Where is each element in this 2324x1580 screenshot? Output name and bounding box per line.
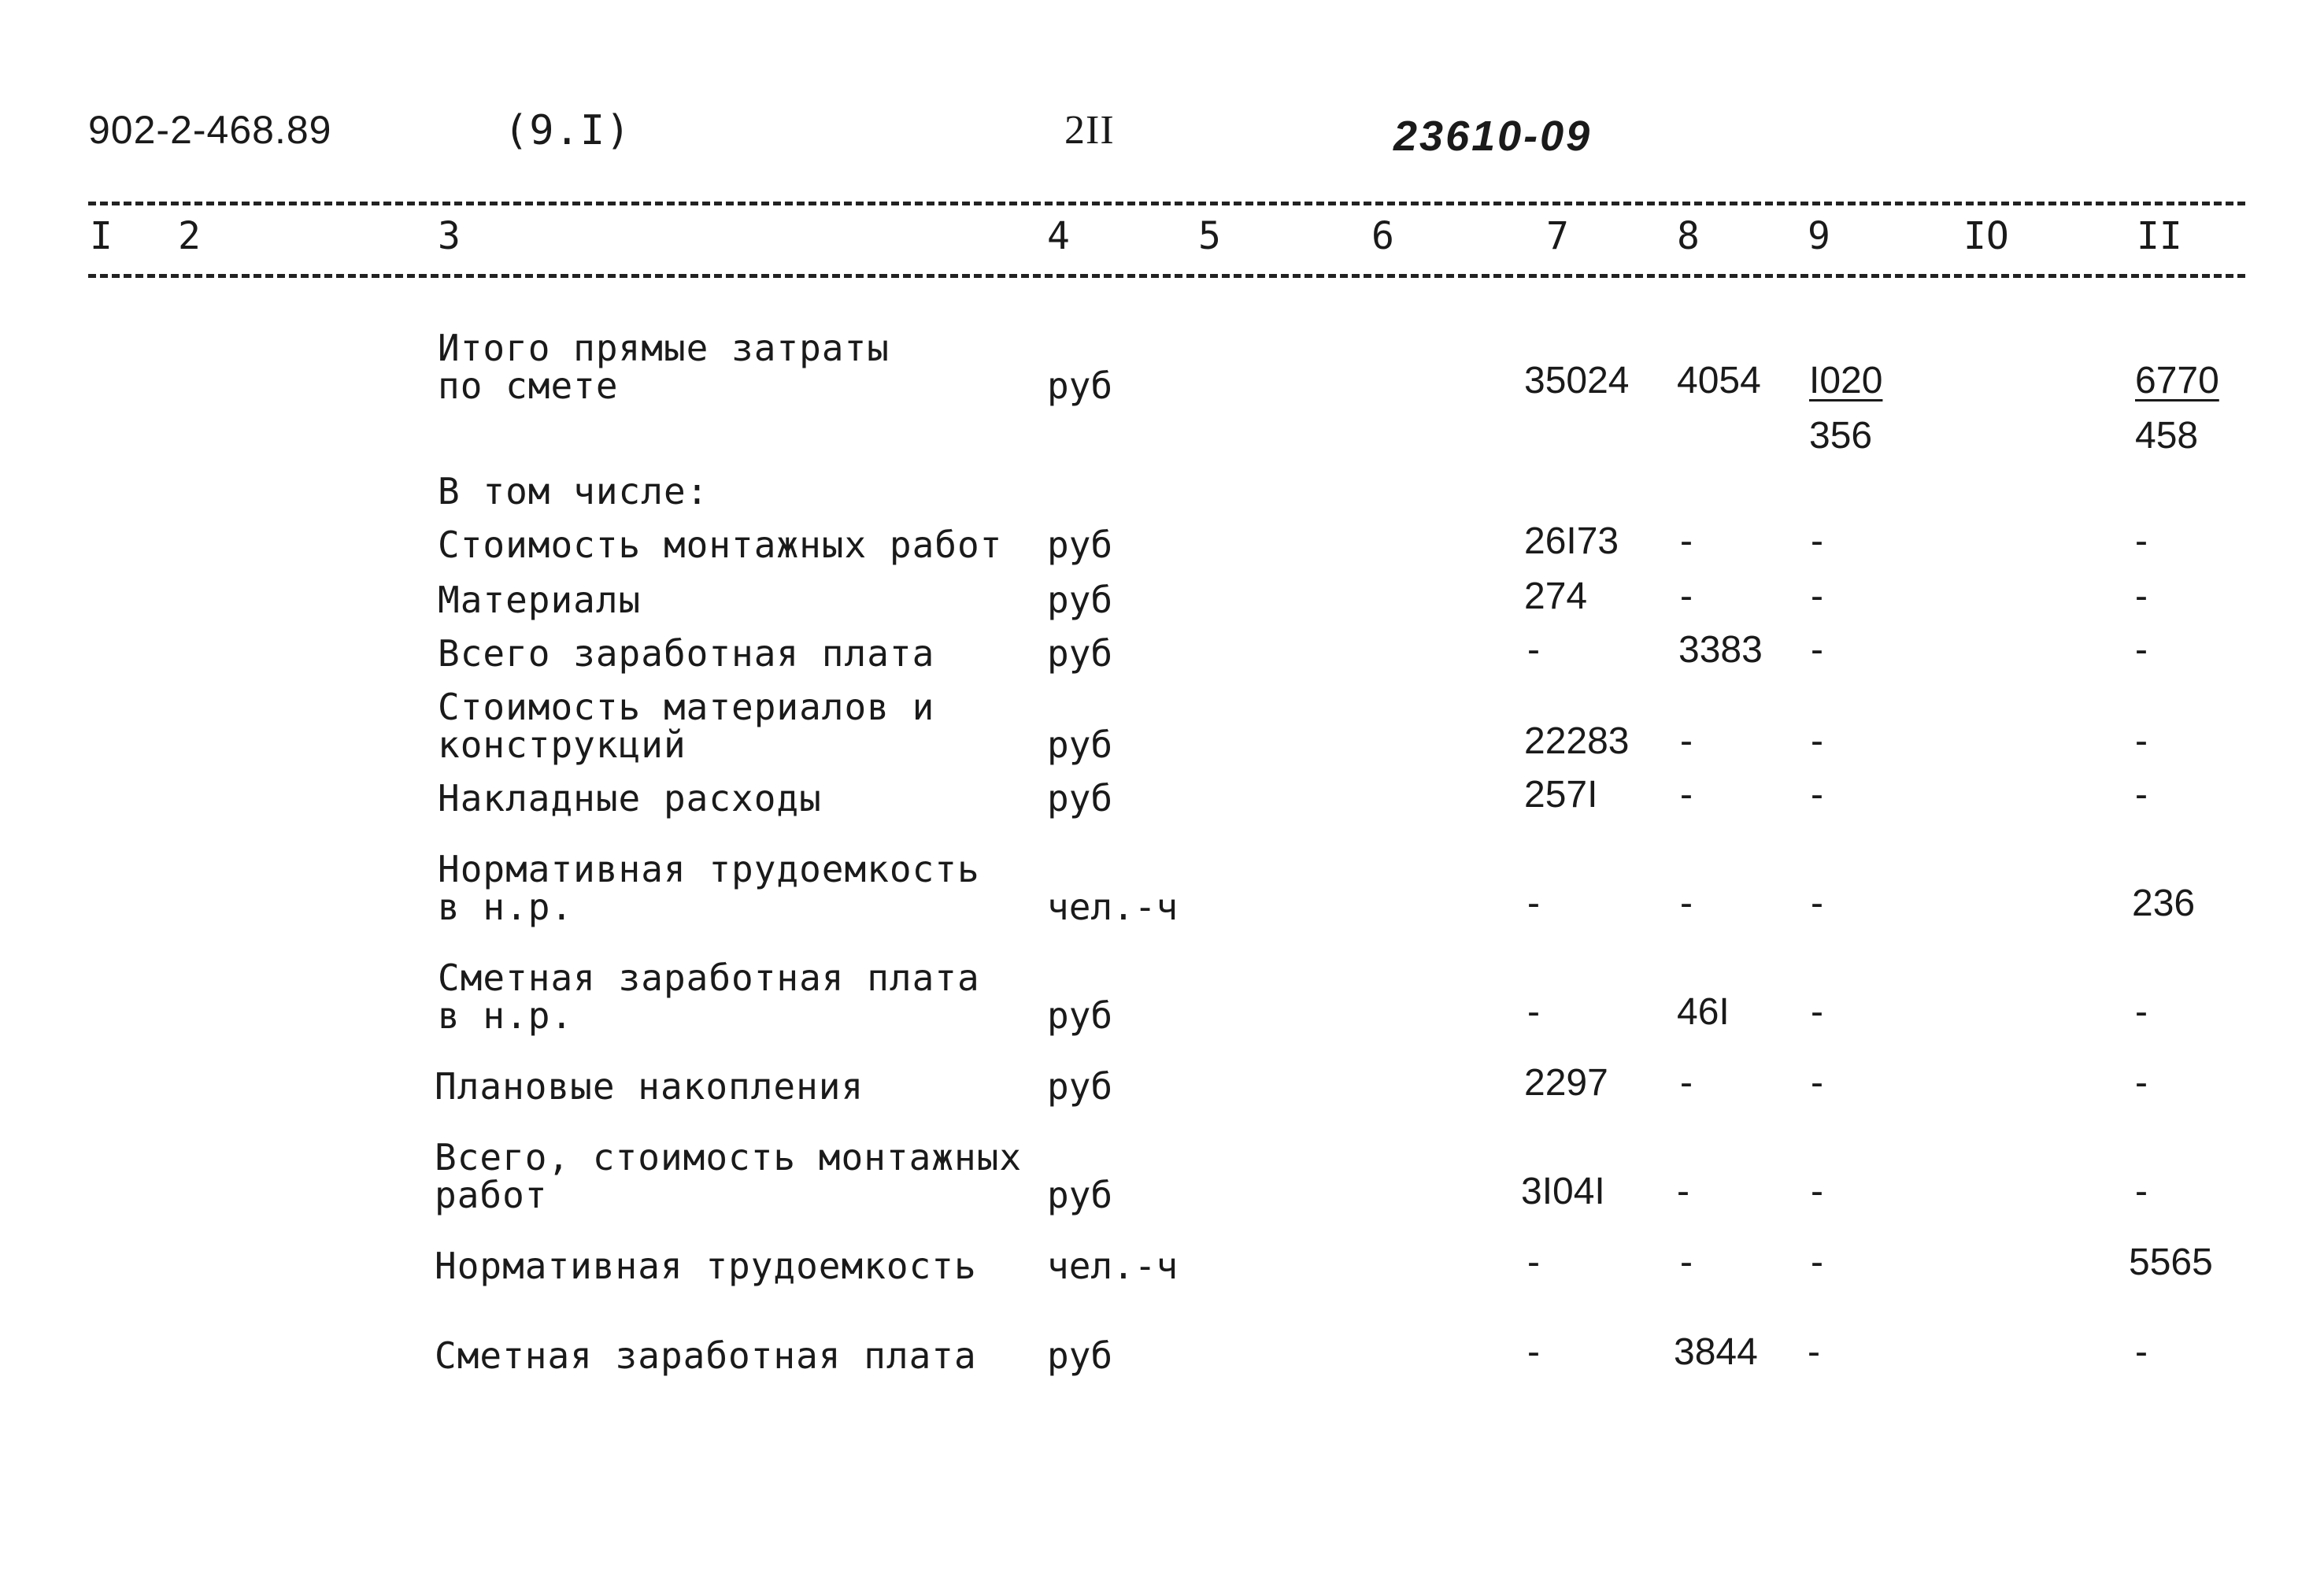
row-c11-estimated-wages: - bbox=[2135, 1331, 2148, 1373]
row-c11-materials-structures: - bbox=[2135, 720, 2148, 762]
row-c7-total-installation-cost: 3I04I bbox=[1521, 1171, 1605, 1212]
document-stamp: 23610-09 bbox=[1393, 113, 1593, 160]
row-c11-overhead: - bbox=[2135, 774, 2148, 816]
row-c7-total-direct: 35024 bbox=[1524, 360, 1630, 401]
row-unit-total-direct: руб bbox=[1047, 364, 1113, 407]
row-c7-overhead: 257I bbox=[1524, 774, 1598, 816]
row-c7-installation-cost: 26I73 bbox=[1524, 520, 1619, 562]
row-c7-estimated-wages: - bbox=[1527, 1331, 1540, 1373]
row-label-estimated-wages-overhead: Сметная заработная плата в н.р. bbox=[438, 957, 980, 1037]
row-unit-labor-intensity: чел.-ч bbox=[1047, 1245, 1179, 1287]
row-c9-installation-cost: - bbox=[1811, 520, 1823, 562]
row-c9-materials-structures: - bbox=[1811, 720, 1823, 762]
row-unit-overhead: руб bbox=[1047, 777, 1113, 820]
row-c8-total-wages: 3383 bbox=[1678, 629, 1763, 671]
row-c7-materials: 274 bbox=[1524, 575, 1588, 617]
row-c9-estimated-wages: - bbox=[1808, 1331, 1820, 1373]
column-number-7: 7 bbox=[1546, 214, 1569, 258]
column-number-8: 8 bbox=[1677, 214, 1700, 258]
row-c7-total-wages: - bbox=[1527, 629, 1540, 671]
row-unit-estimated-wages-overhead: руб bbox=[1047, 994, 1113, 1037]
row-c9-labor-intensity-overhead: - bbox=[1811, 883, 1823, 924]
row-label-labor-intensity-overhead: Нормативная трудоемкость в н.р. bbox=[438, 848, 980, 928]
row-c9-materials: - bbox=[1811, 575, 1823, 617]
column-number-9: 9 bbox=[1808, 214, 1830, 258]
row-c8-materials-structures: - bbox=[1680, 720, 1693, 762]
row-c11-sub-total-direct: 458 bbox=[2135, 415, 2199, 457]
row-c11-materials: - bbox=[2135, 575, 2148, 617]
row-label-overhead: Накладные расходы bbox=[438, 777, 822, 820]
row-label-including: В том числе: bbox=[438, 470, 709, 512]
row-unit-materials: руб bbox=[1047, 579, 1113, 621]
column-number-2: 2 bbox=[178, 214, 201, 258]
header-rule-top bbox=[88, 202, 2245, 205]
row-c8-estimated-wages-overhead: 46I bbox=[1677, 991, 1730, 1033]
row-c7-estimated-wages-overhead: - bbox=[1527, 991, 1540, 1033]
row-c11-installation-cost: - bbox=[2135, 520, 2148, 562]
column-number-3: 3 bbox=[438, 214, 461, 258]
row-c11-planned-savings: - bbox=[2135, 1062, 2148, 1104]
row-c11-labor-intensity: 5565 bbox=[2129, 1241, 2213, 1283]
row-c9-planned-savings: - bbox=[1811, 1062, 1823, 1104]
section-number: (9.I) bbox=[504, 107, 631, 154]
row-label-total-direct: Итого прямые затраты по смете bbox=[438, 327, 890, 407]
row-c8-estimated-wages: 3844 bbox=[1674, 1331, 1758, 1373]
row-c8-total-installation-cost: - bbox=[1677, 1171, 1689, 1212]
column-number-4: 4 bbox=[1047, 214, 1070, 258]
row-c8-total-direct: 4054 bbox=[1677, 360, 1761, 401]
row-c9-labor-intensity: - bbox=[1811, 1241, 1823, 1283]
row-label-materials: Материалы bbox=[438, 579, 642, 621]
row-c11-total-direct: 6770 bbox=[2135, 360, 2219, 401]
page-number: 2II bbox=[1064, 108, 1115, 153]
row-c8-overhead: - bbox=[1680, 774, 1693, 816]
row-c9-total-direct: I020 bbox=[1809, 360, 1883, 401]
row-label-materials-structures: Стоимость материалов и конструкций bbox=[438, 686, 935, 766]
row-unit-total-installation-cost: руб bbox=[1047, 1174, 1113, 1216]
row-c7-planned-savings: 2297 bbox=[1524, 1062, 1608, 1104]
row-c7-labor-intensity-overhead: - bbox=[1527, 883, 1540, 924]
column-number-6: 6 bbox=[1371, 214, 1394, 258]
row-label-planned-savings: Плановые накопления bbox=[435, 1065, 864, 1108]
row-c9-overhead: - bbox=[1811, 774, 1823, 816]
row-unit-materials-structures: руб bbox=[1047, 723, 1113, 766]
row-c8-installation-cost: - bbox=[1680, 520, 1693, 562]
row-label-labor-intensity: Нормативная трудоемкость bbox=[435, 1245, 977, 1287]
row-c8-labor-intensity-overhead: - bbox=[1680, 883, 1693, 924]
row-c9-total-installation-cost: - bbox=[1811, 1171, 1823, 1212]
row-c7-materials-structures: 22283 bbox=[1524, 720, 1630, 762]
column-number-11: II bbox=[2137, 214, 2182, 258]
row-unit-estimated-wages: руб bbox=[1047, 1334, 1113, 1377]
document-code: 902-2-468.89 bbox=[88, 108, 332, 152]
column-number-5: 5 bbox=[1198, 214, 1221, 258]
row-label-total-installation-cost: Всего, стоимость монтажных работ bbox=[435, 1136, 1023, 1216]
row-c8-planned-savings: - bbox=[1680, 1062, 1693, 1104]
row-c8-materials: - bbox=[1680, 575, 1693, 617]
row-c11-labor-intensity-overhead: 236 bbox=[2132, 883, 2196, 924]
row-unit-total-wages: руб bbox=[1047, 632, 1113, 675]
row-unit-installation-cost: руб bbox=[1047, 524, 1113, 566]
row-c11-total-wages: - bbox=[2135, 629, 2148, 671]
row-label-installation-cost: Стоимость монтажных работ bbox=[438, 524, 1003, 566]
row-c8-labor-intensity: - bbox=[1680, 1241, 1693, 1283]
row-c11-estimated-wages-overhead: - bbox=[2135, 991, 2148, 1033]
column-number-1: I bbox=[90, 214, 113, 258]
row-c7-labor-intensity: - bbox=[1527, 1241, 1540, 1283]
row-unit-labor-intensity-overhead: чел.-ч bbox=[1047, 886, 1179, 928]
row-c9-sub-total-direct: 356 bbox=[1809, 415, 1873, 457]
row-c9-total-wages: - bbox=[1811, 629, 1823, 671]
row-unit-planned-savings: руб bbox=[1047, 1065, 1113, 1108]
header-rule-bottom bbox=[88, 274, 2245, 278]
row-c11-total-installation-cost: - bbox=[2135, 1171, 2148, 1212]
column-number-10: IO bbox=[1963, 214, 2009, 258]
row-label-estimated-wages: Сметная заработная плата bbox=[435, 1334, 977, 1377]
row-c9-estimated-wages-overhead: - bbox=[1811, 991, 1823, 1033]
row-label-total-wages: Всего заработная плата bbox=[438, 632, 935, 675]
